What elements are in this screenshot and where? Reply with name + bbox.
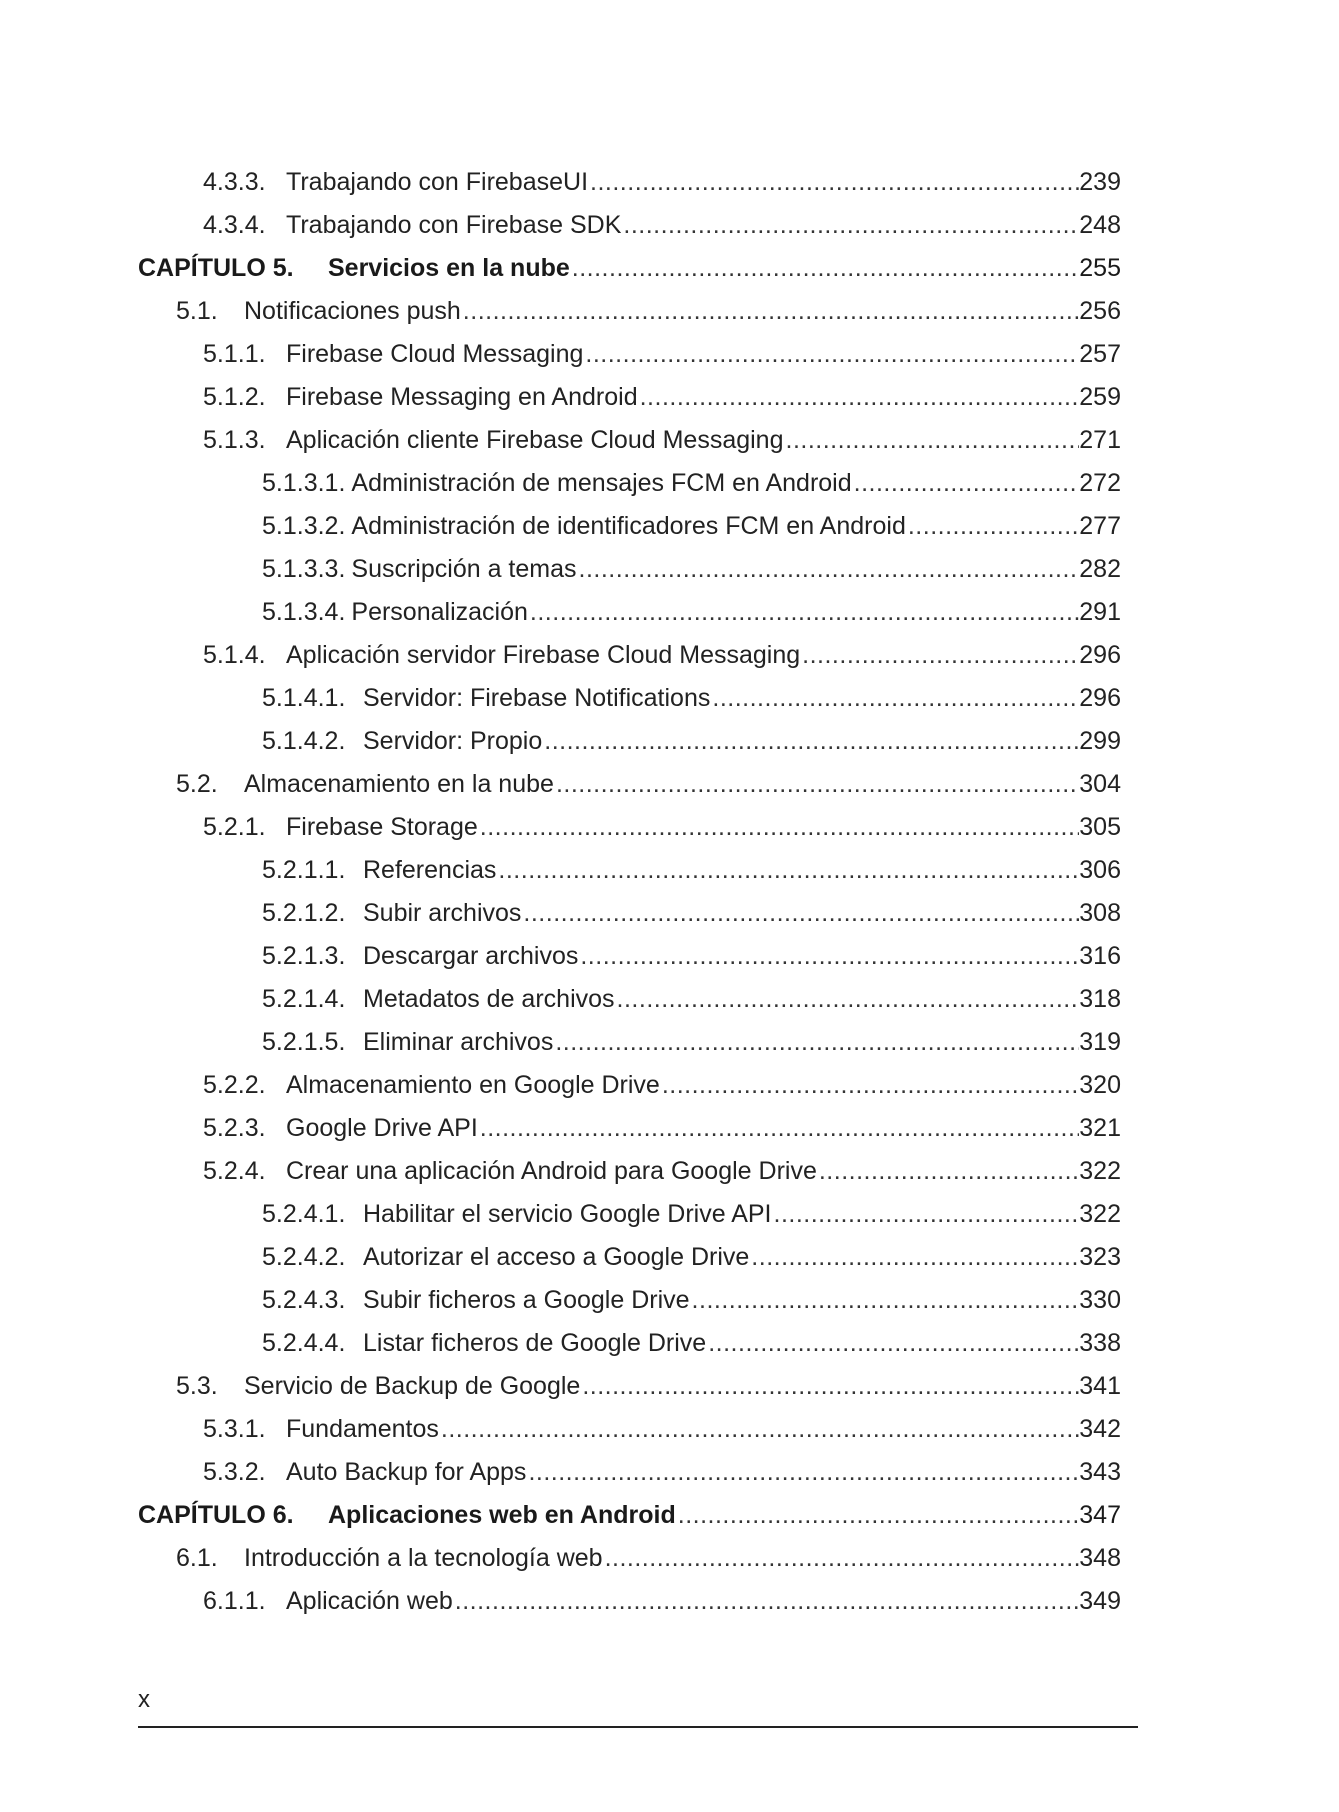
toc-entry-number: 5.2.1.3. (262, 942, 346, 970)
toc-entry-title: Descargar archivos (363, 942, 579, 970)
toc-entry-number: 5.1.3.2. (262, 512, 346, 540)
toc-entry-number: 5.1.4.1. (262, 684, 346, 712)
toc-entry-page: 296 (1079, 684, 1121, 712)
toc-entry-page: 248 (1079, 211, 1121, 239)
dot-leader (580, 1366, 1079, 1406)
dot-leader (749, 1237, 1079, 1277)
toc-entry (203, 1151, 1121, 1191)
toc-entry-number: 5.3.1. (203, 1415, 266, 1443)
toc-entry-number: CAPÍTULO 6. (138, 1501, 294, 1529)
toc-entry-number: 5.1.3.3. (262, 555, 346, 583)
dot-leader (554, 764, 1079, 804)
dot-leader (621, 205, 1079, 245)
toc-entry-number: 5.2. (176, 770, 218, 798)
toc-entry (203, 162, 1121, 202)
toc-entry-page: 338 (1079, 1329, 1121, 1357)
toc-entry-number: 5.1.2. (203, 383, 266, 411)
toc-entry-number: 5.1.1. (203, 340, 266, 368)
toc-entry-page: 305 (1079, 813, 1121, 841)
toc-entry (262, 549, 1121, 589)
toc-entry-number: 5.2.1.2. (262, 899, 346, 927)
toc-entry-title: Crear una aplicación Android para Google Drive (286, 1157, 817, 1185)
toc-entry-page: 323 (1079, 1243, 1121, 1271)
toc-entry-title: Suscripción a temas (351, 555, 577, 583)
dot-leader (603, 1538, 1080, 1578)
toc-entry-page: 271 (1079, 426, 1121, 454)
dot-leader (800, 635, 1079, 675)
toc-entry-number: 5.3.2. (203, 1458, 266, 1486)
toc-entry-number: 5.2.1.1. (262, 856, 346, 884)
toc-entry-title: Firebase Cloud Messaging (286, 340, 584, 368)
toc-entry-title: Trabajando con Firebase SDK (286, 211, 622, 239)
dot-leader (461, 291, 1079, 331)
toc-entry-page: 291 (1079, 598, 1121, 626)
toc-entry (203, 377, 1121, 417)
toc-entry-title: Servicio de Backup de Google (244, 1372, 581, 1400)
toc-entry (203, 205, 1121, 245)
toc-entry (262, 506, 1121, 546)
dot-leader (638, 377, 1080, 417)
toc-entry-page: 308 (1079, 899, 1121, 927)
toc-entry-page: 257 (1079, 340, 1121, 368)
toc-entry-page: 304 (1079, 770, 1121, 798)
dot-leader (478, 807, 1080, 847)
toc-entry (203, 1065, 1121, 1105)
footer-rule (138, 1726, 1138, 1728)
toc-entry (176, 1366, 1121, 1406)
toc-entry-title: Auto Backup for Apps (286, 1458, 527, 1486)
toc-entry (203, 1581, 1121, 1621)
toc-entry-title: Subir archivos (363, 899, 522, 927)
toc-entry-number: 5.2.4.3. (262, 1286, 346, 1314)
toc-entry-title: Fundamentos (286, 1415, 439, 1443)
toc-entry (203, 1452, 1121, 1492)
toc-entry-page: 330 (1079, 1286, 1121, 1314)
toc-entry-number: 5.1.4.2. (262, 727, 346, 755)
dot-leader (453, 1581, 1080, 1621)
toc-entry-number: 5.2.1. (203, 813, 266, 841)
toc-entry-page: 277 (1079, 512, 1121, 540)
page-number: x (138, 1686, 150, 1713)
toc-entry-number: 5.2.1.4. (262, 985, 346, 1013)
toc-entry-page: 347 (1079, 1501, 1121, 1529)
toc-entry (176, 291, 1121, 331)
toc-entry-title: Subir ficheros a Google Drive (363, 1286, 690, 1314)
toc-entry-number: 5.1.4. (203, 641, 266, 669)
toc-entry-page: 322 (1079, 1157, 1121, 1185)
toc-entry (262, 678, 1121, 718)
dot-leader (439, 1409, 1079, 1449)
toc-entry-page: 349 (1079, 1587, 1121, 1615)
toc-entry-number: 4.3.3. (203, 168, 266, 196)
toc-entry-number: 5.2.4.4. (262, 1329, 346, 1357)
toc-entry (176, 764, 1121, 804)
dot-leader (553, 1022, 1079, 1062)
toc-entry-page: 321 (1079, 1114, 1121, 1142)
toc-entry-title: Almacenamiento en Google Drive (286, 1071, 660, 1099)
dot-leader (526, 1452, 1079, 1492)
toc-entry-title: Administración de identificadores FCM en Android (351, 512, 906, 540)
toc-entry-page: 341 (1079, 1372, 1121, 1400)
dot-leader (588, 162, 1079, 202)
toc-entry-number: 5.2.3. (203, 1114, 266, 1142)
toc-entry-title: Introducción a la tecnología web (244, 1544, 603, 1572)
toc-entry-number: 6.1. (176, 1544, 218, 1572)
toc-entry-title: Aplicación servidor Firebase Cloud Messaging (286, 641, 801, 669)
toc-entry-number: 5.2.2. (203, 1071, 266, 1099)
toc-entry (262, 893, 1121, 933)
toc-entry-page: 299 (1079, 727, 1121, 755)
toc-entry-title: Aplicación cliente Firebase Cloud Messaging (286, 426, 784, 454)
toc-entry-title: Servidor: Propio (363, 727, 543, 755)
toc-entry (262, 979, 1121, 1019)
toc-entry-title: Personalización (351, 598, 528, 626)
toc-entry-page: 322 (1079, 1200, 1121, 1228)
dot-leader (906, 506, 1079, 546)
toc-entry-number: 4.3.4. (203, 211, 266, 239)
toc-entry (262, 463, 1121, 503)
toc-entry-page: 348 (1079, 1544, 1121, 1572)
toc-entry (203, 1409, 1121, 1449)
toc-entry-number: 5.3. (176, 1372, 218, 1400)
toc-entry-title: Referencias (363, 856, 497, 884)
toc-entry-title: Eliminar archivos (363, 1028, 554, 1056)
toc-entry (262, 1194, 1121, 1234)
toc-entry-title: Almacenamiento en la nube (244, 770, 554, 798)
dot-leader (690, 1280, 1080, 1320)
toc-entry-number: CAPÍTULO 5. (138, 254, 294, 282)
toc-entry (262, 850, 1121, 890)
toc-entry-title: Autorizar el acceso a Google Drive (363, 1243, 750, 1271)
toc-entry (262, 1280, 1121, 1320)
toc-entry-title: Google Drive API (286, 1114, 478, 1142)
toc-chapter-entry (138, 1495, 1121, 1535)
toc-entry (203, 420, 1121, 460)
toc-entry-number: 5.2.4.1. (262, 1200, 346, 1228)
toc-entry-title: Servidor: Firebase Notifications (363, 684, 711, 712)
toc-entry-page: 272 (1079, 469, 1121, 497)
dot-leader (570, 248, 1080, 288)
toc-entry-page: 296 (1079, 641, 1121, 669)
toc-entry-number: 5.1.3.1. (262, 469, 346, 497)
dot-leader (577, 549, 1080, 589)
toc-entry-number: 6.1.1. (203, 1587, 266, 1615)
dot-leader (615, 979, 1080, 1019)
dot-leader (772, 1194, 1080, 1234)
toc-entry-title: Aplicación web (286, 1587, 453, 1615)
dot-leader (578, 936, 1079, 976)
toc-entry (203, 1108, 1121, 1148)
dot-leader (710, 678, 1079, 718)
dot-leader (583, 334, 1079, 374)
dot-leader (660, 1065, 1079, 1105)
dot-leader (496, 850, 1079, 890)
dot-leader (542, 721, 1079, 761)
toc-entry (262, 592, 1121, 632)
dot-leader (676, 1495, 1080, 1535)
toc-entry-page: 342 (1079, 1415, 1121, 1443)
toc-entry-title: Servicios en la nube (328, 254, 570, 282)
toc-entry-page: 255 (1079, 254, 1121, 282)
toc-entry-title: Aplicaciones web en Android (328, 1501, 676, 1529)
toc-entry-page: 320 (1079, 1071, 1121, 1099)
toc-entry-page: 319 (1079, 1028, 1121, 1056)
toc-entry-page: 316 (1079, 942, 1121, 970)
toc-entry (262, 721, 1121, 761)
toc-entry-number: 5.2.4.2. (262, 1243, 346, 1271)
toc-entry-page: 256 (1079, 297, 1121, 325)
toc-entry (203, 334, 1121, 374)
toc-entry-page: 259 (1079, 383, 1121, 411)
toc-entry-number: 5.1. (176, 297, 218, 325)
toc-entry-title: Trabajando con FirebaseUI (286, 168, 589, 196)
toc-entry (262, 936, 1121, 976)
toc-entry-page: 282 (1079, 555, 1121, 583)
toc-entry-page: 318 (1079, 985, 1121, 1013)
toc-chapter-entry (138, 248, 1121, 288)
toc-entry-number: 5.2.4. (203, 1157, 266, 1185)
toc-entry-title: Notificaciones push (244, 297, 461, 325)
toc-entry-title: Firebase Messaging en Android (286, 383, 638, 411)
toc-entry-number: 5.1.3. (203, 426, 266, 454)
toc-entry (262, 1323, 1121, 1363)
toc-entry-page: 239 (1079, 168, 1121, 196)
dot-leader (478, 1108, 1080, 1148)
toc-entry-number: 5.2.1.5. (262, 1028, 346, 1056)
toc-entry-page: 343 (1079, 1458, 1121, 1486)
toc-entry-page: 306 (1079, 856, 1121, 884)
dot-leader (852, 463, 1080, 503)
toc-entry (203, 807, 1121, 847)
toc-entry (262, 1022, 1121, 1062)
toc-entry-title: Administración de mensajes FCM en Android (351, 469, 852, 497)
dot-leader (817, 1151, 1079, 1191)
dot-leader (521, 893, 1079, 933)
toc-entry (262, 1237, 1121, 1277)
toc-entry (176, 1538, 1121, 1578)
toc-entry-title: Firebase Storage (286, 813, 478, 841)
dot-leader (784, 420, 1080, 460)
toc-entry-title: Listar ficheros de Google Drive (363, 1329, 707, 1357)
dot-leader (528, 592, 1079, 632)
toc-entry-title: Habilitar el servicio Google Drive API (363, 1200, 772, 1228)
toc-entry-number: 5.1.3.4. (262, 598, 346, 626)
dot-leader (706, 1323, 1079, 1363)
toc-entry-title: Metadatos de archivos (363, 985, 615, 1013)
toc-entry (203, 635, 1121, 675)
